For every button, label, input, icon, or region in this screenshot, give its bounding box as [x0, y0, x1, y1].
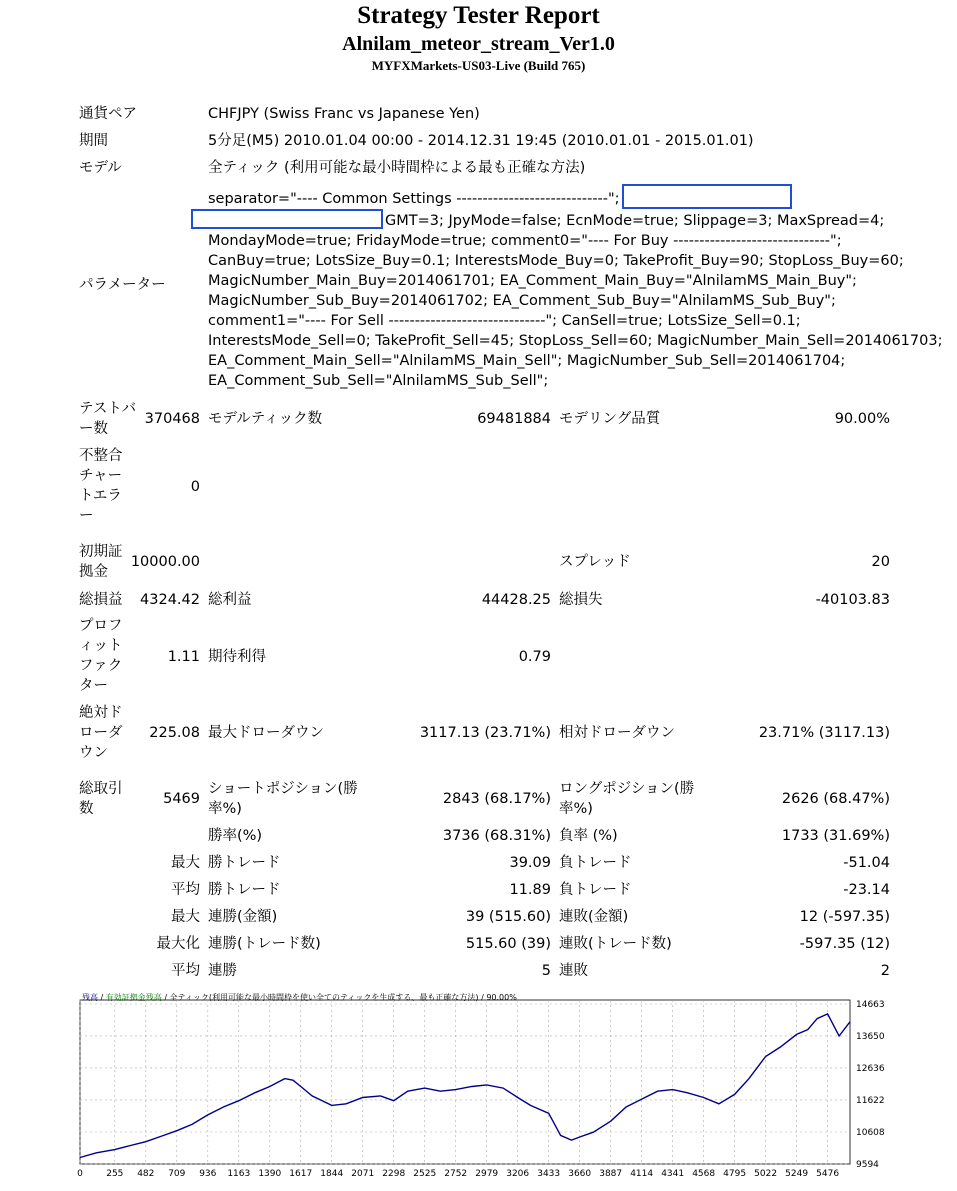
cons-loss-label: 連敗(金額): [559, 909, 629, 925]
y-tick-label: 14663: [856, 1000, 885, 1010]
win-value: 3736 (68.31%): [442, 828, 551, 844]
rel-dd-label: 相対ドローダウン: [559, 725, 675, 741]
x-tick-label: 255: [106, 1169, 124, 1179]
long-value: 2626 (68.47%): [781, 791, 890, 807]
x-tick-label: 1163: [227, 1169, 251, 1179]
avg-cons-win-label: 連勝: [208, 963, 237, 979]
y-tick-label: 9594: [856, 1160, 879, 1170]
max-dd-label: 最大ドローダウン: [208, 725, 324, 741]
cons-loss2-label: 連敗(トレード数): [559, 936, 672, 952]
balance-chart: [78, 990, 890, 1186]
params-line: MagicNumber_Main_Buy=2014061701; EA_Comment_Main_Buy="AlnilamMS_Main_Buy";: [208, 273, 857, 289]
redacted-box: [191, 209, 383, 229]
report-title: Strategy Tester Report: [357, 2, 600, 29]
x-tick-label: 3887: [599, 1169, 623, 1179]
y-tick-label: 13650: [856, 1031, 885, 1042]
params-label: パラメーター: [79, 277, 166, 293]
x-tick-label: 3206: [506, 1169, 530, 1179]
params-line: GMT=3; JpyMode=false; EcnMode=true; Slippage=3; MaxSpread=4;: [208, 209, 898, 231]
loss-value: 1733 (31.69%): [781, 828, 890, 844]
short-value: 2843 (68.17%): [442, 791, 551, 807]
cons-loss2-value: -597.35 (12): [799, 936, 890, 952]
x-tick-label: 3660: [568, 1169, 592, 1179]
pf-value: 1.11: [167, 649, 200, 665]
cons-win2-value: 515.60 (39): [465, 936, 551, 952]
cons-loss-value: 12 (-597.35): [799, 909, 890, 925]
abs-dd-label: 絶対ドローダウン: [79, 705, 123, 761]
x-tick-label: 1844: [320, 1169, 344, 1179]
rel-dd-value: 23.71% (3117.13): [758, 725, 890, 741]
bars-value: 370468: [144, 411, 200, 427]
payoff-value: 0.79: [518, 649, 551, 665]
x-tick-label: 4568: [692, 1169, 716, 1179]
x-tick-label: 0: [77, 1169, 83, 1179]
deposit-value: 10000.00: [130, 554, 200, 570]
long-label: ロングポジション(勝率%): [559, 781, 695, 817]
bars-label: テストバー数: [79, 401, 137, 437]
x-tick-label: 2979: [475, 1169, 499, 1179]
gross-profit-label: 総利益: [208, 592, 252, 608]
trades-value: 5469: [163, 791, 200, 807]
win-label: 勝率(%): [208, 828, 263, 844]
max-loss-value: -51.04: [843, 855, 890, 871]
abs-dd-value: 225.08: [149, 725, 200, 741]
x-tick-label: 482: [137, 1169, 155, 1179]
avg-cons-loss-label: 連敗: [559, 963, 588, 979]
ea-name: Alnilam_meteor_stream_Ver1.0: [342, 33, 615, 55]
x-tick-label: 1390: [258, 1169, 282, 1179]
ticks-value: 69481884: [477, 411, 551, 427]
avg2-label: 平均: [171, 963, 200, 979]
x-tick-label: 5022: [754, 1169, 778, 1179]
short-label: ショートポジション(勝率%): [208, 781, 358, 817]
max-loss-label: 負トレード: [559, 855, 632, 871]
legend-equity: 有効証拠金残高: [105, 993, 162, 1002]
x-tick-label: 4795: [723, 1169, 747, 1179]
max-dd-value: 3117.13 (23.71%): [419, 725, 551, 741]
x-tick-label: 709: [168, 1169, 186, 1179]
deposit-label: 初期証拠金: [79, 544, 123, 580]
spread-value: 20: [871, 554, 890, 570]
redacted-box: [622, 184, 792, 209]
cons-win2-label: 連勝(トレード数): [208, 936, 321, 952]
x-tick-label: 5476: [816, 1169, 840, 1179]
max-win-value: 39.09: [509, 855, 551, 871]
avg-loss-value: -23.14: [843, 882, 890, 898]
params-line: CanBuy=true; LotsSize_Buy=0.1; InterestsMode_Buy=0; TakeProfit_Buy=90; StopLoss_Buy=60;: [208, 253, 904, 269]
mismatch-value: 0: [190, 479, 200, 495]
avg-loss-label: 負トレード: [559, 882, 632, 898]
maxi-label: 最大化: [156, 936, 200, 952]
avg-win-label: 勝トレード: [208, 882, 281, 898]
params-line: comment1="---- For Sell ------------------------------"; CanSell=true; LotsSize_Sell=0.1;: [208, 313, 801, 329]
x-tick-label: 4341: [661, 1169, 685, 1179]
ticks-label: モデルティック数: [208, 411, 323, 427]
legend-quality: 90.00%: [486, 993, 517, 1002]
x-tick-label: 1617: [289, 1169, 313, 1179]
avg-cons-loss-value: 2: [880, 963, 890, 979]
quality-label: モデリング品質: [559, 411, 661, 427]
max2-label: 最大: [171, 909, 200, 925]
x-tick-label: 2298: [382, 1169, 406, 1179]
cons-win-value: 39 (515.60): [465, 909, 551, 925]
gross-profit-value: 44428.25: [481, 592, 551, 608]
max-label: 最大: [171, 855, 200, 871]
trades-label: 総取引数: [79, 781, 123, 817]
loss-label: 負率 (%): [559, 828, 618, 844]
mismatch-label: 不整合チャートエラー: [79, 448, 123, 524]
period-label: 期間: [79, 133, 108, 149]
model-label: モデル: [79, 160, 122, 176]
y-tick-label: 12636: [856, 1063, 885, 1074]
params-line: separator="---- Common Settings -----------------------------";: [208, 184, 898, 209]
symbol-value: CHFJPY (Swiss Franc vs Japanese Yen): [208, 106, 480, 122]
y-tick-label: 10608: [856, 1127, 885, 1138]
avg-win-value: 11.89: [509, 882, 551, 898]
params-line: EA_Comment_Sub_Sell="AlnilamMS_Sub_Sell";: [208, 373, 549, 389]
y-tick-label: 11622: [856, 1095, 885, 1106]
payoff-label: 期待利得: [208, 649, 266, 665]
x-tick-label: 936: [199, 1169, 217, 1179]
net-value: 4324.42: [140, 592, 200, 608]
spread-label: スプレッド: [559, 554, 631, 570]
params-line: InterestsMode_Sell=0; TakeProfit_Sell=45; StopLoss_Sell=60; MagicNumber_Main_Sell=2014061703;: [208, 333, 943, 349]
period-value: 5分足(M5) 2010.01.04 00:00 - 2014.12.31 19:45 (2010.01.01 - 2015.01.01): [208, 133, 754, 149]
x-tick-label: 2071: [351, 1169, 375, 1179]
x-tick-label: 5249: [785, 1169, 809, 1179]
avg-cons-win-value: 5: [541, 963, 551, 979]
params-line: EA_Comment_Main_Sell="AlnilamMS_Main_Sell"; MagicNumber_Sub_Sell=2014061704;: [208, 353, 846, 369]
model-value: 全ティック (利用可能な最小時間枠による最も正確な方法): [208, 160, 586, 176]
quality-value: 90.00%: [834, 411, 890, 427]
pf-label: プロフィットファクター: [79, 618, 123, 694]
x-tick-label: 3433: [537, 1169, 561, 1179]
legend-model: 全ティック(利用可能な最小時間枠を使い全てのティックを生成する、最も正確な方法): [169, 993, 479, 1002]
gross-loss-label: 総損失: [559, 592, 603, 608]
avg-label: 平均: [171, 882, 200, 898]
params-block: [208, 184, 943, 391]
net-label: 総損益: [79, 592, 123, 608]
max-win-label: 勝トレード: [208, 855, 281, 871]
params-line: MagicNumber_Sub_Buy=2014061702; EA_Comment_Sub_Buy="AlnilamMS_Sub_Buy";: [208, 293, 836, 309]
params-line: MondayMode=true; FridayMode=true; comment0="---- For Buy ------------------------------";: [208, 233, 842, 249]
gross-loss-value: -40103.83: [815, 592, 890, 608]
cons-win-label: 連勝(金額): [208, 909, 278, 925]
x-tick-label: 4114: [630, 1169, 654, 1179]
x-tick-label: 2525: [413, 1169, 437, 1179]
symbol-label: 通貨ペア: [79, 106, 137, 122]
legend-balance: 残高: [82, 993, 98, 1002]
chart-background: [79, 991, 890, 1186]
chart-legend: 残高 / 有効証拠金残高 / 全ティック(利用可能な最小時間枠を使い全てのティックを生成する、最も正確な方法) / 90.00%: [82, 993, 517, 1002]
x-tick-label: 2752: [444, 1169, 468, 1179]
server-build: MYFXMarkets-US03-Live (Build 765): [371, 58, 586, 73]
